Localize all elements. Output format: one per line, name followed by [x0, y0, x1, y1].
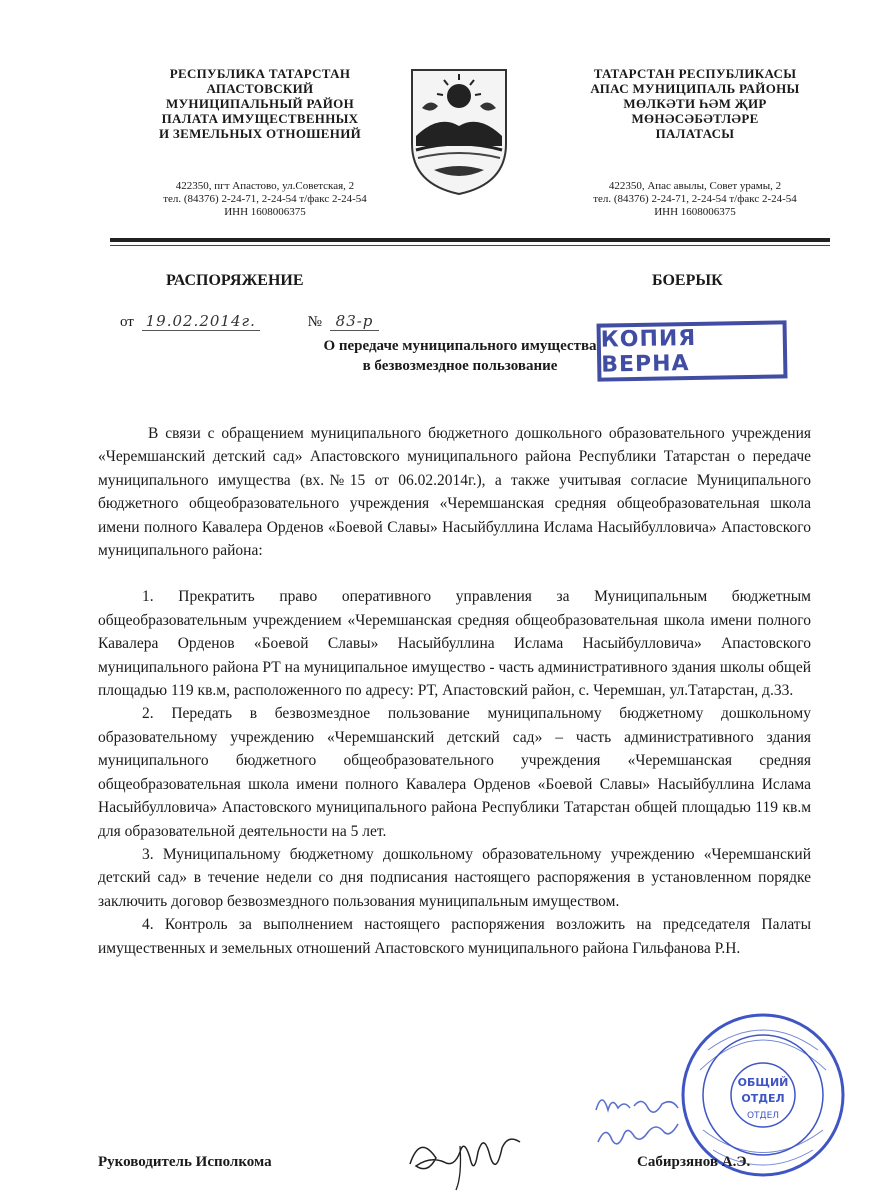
header-left-line: АПАСТОВСКИЙ	[206, 81, 314, 96]
date-number-row	[120, 312, 379, 331]
handwritten-signature-icon	[400, 1124, 530, 1194]
date-prefix: от	[120, 314, 134, 330]
number-prefix: №	[307, 314, 322, 330]
copy-certified-stamp: КОПИЯ ВЕРНА	[597, 320, 788, 381]
header-right-line: МӨНӘСӘБӘТЛӘРЕ	[631, 111, 759, 126]
paragraph-spacer	[98, 562, 811, 585]
intro-paragraph: В связи с обращением муниципального бюджетного дошкольного образовательного учреждения «Черемшанский детский сад» Апастовского муниципального района Республики Татарстан о передаче муниципального имущества (вх.№15 от 06.02.2014г.), а также учитывая согласие Муниципального бюджетного общеобразовательного учреждения «Черемшанская средняя общеобразовательная школа имени полного Кавалера Орденов «Боевой Славы» Насыйбуллина Ислама Насыйбулловича» Апастовского муниципального района:	[98, 425, 811, 560]
address-right-line: 422350, Апас авылы, Совет урамы, 2	[608, 180, 782, 192]
address-left-line: тел. (84376) 2-24-71, 2-24-54 т/факс 2-24-54	[163, 193, 367, 205]
stamp-center-mid: ОТДЕЛ	[741, 1092, 785, 1105]
doc-type-russian: РАСПОРЯЖЕНИЕ	[166, 272, 304, 289]
doc-type-tatar: БОЕРЫК	[652, 272, 723, 289]
date-value: 19.02.2014г.	[142, 312, 260, 331]
emblem-coat-of-arms-icon	[404, 66, 514, 196]
signatory-name: Сабирзянов А.Э.	[637, 1154, 751, 1170]
order-item: 3. Муниципальному бюджетному дошкольному образовательному учреждению «Черемшанский детский сад» в течение недели со дня подписания настоящего распоряжения в установленном порядке заключить договор безвозмездного пользования муниципальным имуществом.	[98, 845, 811, 910]
header-left-line: ПАЛАТА ИМУЩЕСТВЕННЫХ	[161, 111, 359, 126]
stamp-center-bottom: ОТДЕЛ	[746, 1111, 780, 1121]
order-item: 1. Прекратить право оперативного управления за Муниципальным бюджетным общеобразовательным учреждением «Черемшанская средняя общеобразовательная школа имени полного Кавалера Орденов «Боевой Славы» Насыйбуллина Ислама Насыйбулловича» Апастовского муниципального района РТ на муниципальное имущество - часть административного здания школы общей площадью 119 кв.м, расположенного по адресу: РТ, Апастовский район, с. Черемшан, ул.Татарстан, д.33.	[98, 588, 811, 700]
address-left-line: ИНН 1608006375	[224, 206, 306, 218]
subject-line: в безвозмездное пользование	[362, 358, 558, 374]
header-right-line: ПАЛАТАСЫ	[655, 126, 735, 141]
header-left-line: МУНИЦИПАЛЬНЫЙ РАЙОН	[166, 96, 354, 111]
header-divider-thick	[110, 238, 830, 242]
header-right-org	[560, 66, 830, 141]
signatory-title: Руководитель Исполкома	[98, 1154, 272, 1170]
order-item: 4. Контроль за выполнением настоящего распоряжения возложить на председателя Палаты имущественных и земельных отношений Апастовского муниципального района Гильфанова Р.Н.	[98, 916, 811, 957]
header-right-line: МӨЛКӘТИ ҺӘМ ҖИР	[623, 96, 767, 111]
address-left	[120, 180, 410, 219]
address-left-line: 422350, пгт Апастово, ул.Советская, 2	[175, 180, 355, 192]
header-left-line: И ЗЕМЕЛЬНЫХ ОТНОШЕНИЙ	[158, 126, 362, 141]
number-value: 83-р	[330, 312, 380, 331]
header-left-org	[110, 66, 410, 141]
document-body	[98, 422, 811, 960]
header-right-line: ТАТАРСТАН РЕСПУБЛИКАСЫ	[593, 66, 797, 81]
order-item: 2. Передать в безвозмездное пользование муниципальному бюджетному дошкольному образовательному учреждению «Черемшанский детский сад» – часть административного здания муниципального бюджетного общеобразовательного учреждения «Черемшанская средняя общеобразовательная школа имени полного Кавалера Орденов «Боевой Славы» Насыйбуллина Ислама Насыйбулловича» Апастовского муниципального района Республики Татарстан общей площадью 119 кв.м для образовательной деятельности на 5 лет.	[98, 705, 811, 840]
subject-line: О передаче муниципального имущества	[323, 338, 597, 354]
stamp-center-top: ОБЩИЙ	[737, 1076, 789, 1089]
header-left-line: РЕСПУБЛИКА ТАТАРСТАН	[169, 66, 351, 81]
address-right-line: ИНН 1608006375	[654, 206, 736, 218]
address-right	[560, 180, 830, 219]
address-right-line: тел. (84376) 2-24-71, 2-24-54 т/факс 2-24-54	[593, 193, 797, 205]
header-right-line: АПАС МУНИЦИПАЛЬ РАЙОНЫ	[590, 81, 800, 96]
header-divider-thin	[110, 245, 830, 246]
